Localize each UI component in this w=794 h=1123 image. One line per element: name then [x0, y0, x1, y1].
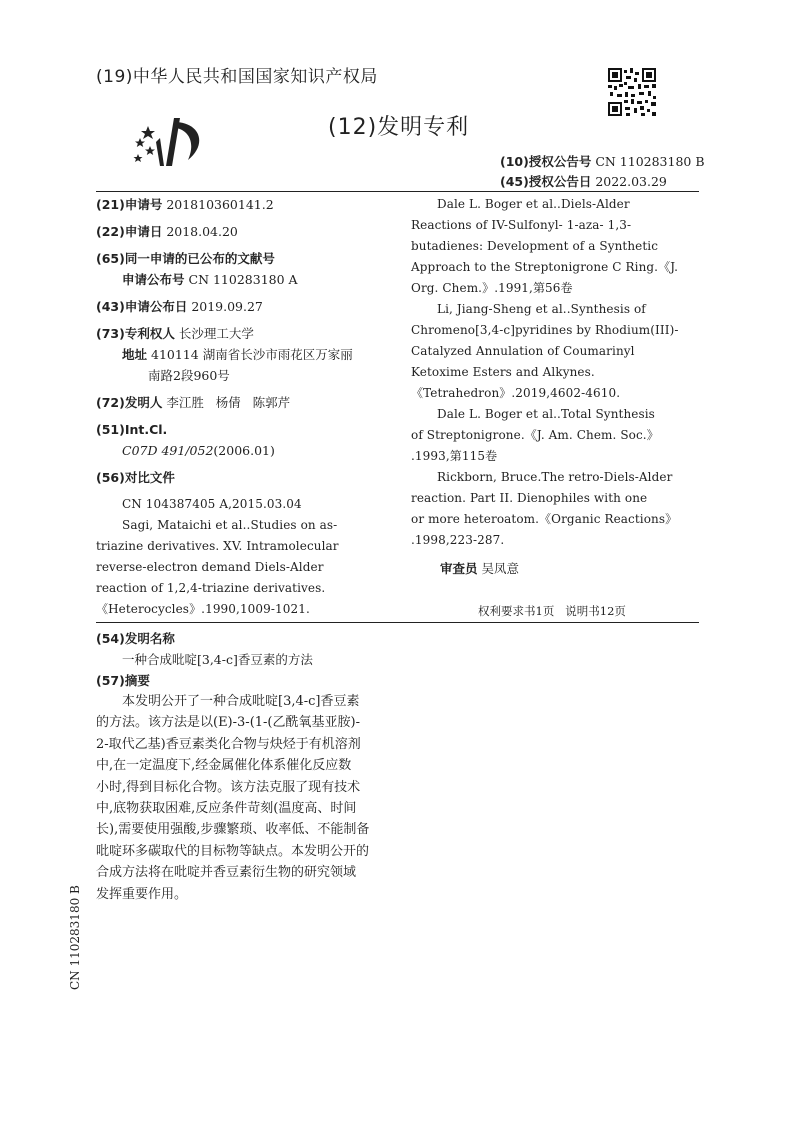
cited-line: CN 104387405 A,2015.03.04	[122, 497, 302, 511]
cited-line: 《Heterocycles》.1990,1009-1021.	[96, 602, 310, 616]
app-date-label: (22)申请日	[96, 224, 163, 239]
prior-pub-no: CN 110283180 A	[188, 272, 298, 287]
cited-line: Dale L. Boger et al..Total Synthesis	[437, 407, 655, 421]
cited-line: Ketoxime Esters and Alkynes.	[411, 365, 595, 379]
cited-line: reverse-electron demand Diels-Alder	[96, 560, 324, 574]
intcl-label: (51)Int.Cl.	[96, 422, 168, 437]
cnipa-logo	[130, 108, 206, 172]
cited-line: Org. Chem.》.1991,第56卷	[411, 281, 573, 295]
prior-pub-label: 申请公布号	[122, 272, 185, 287]
cited-left-list	[96, 494, 392, 620]
address-line-1: 410114 湖南省长沙市雨花区万家丽	[151, 347, 353, 362]
cited-line: reaction. Part II. Dienophiles with one	[411, 491, 648, 505]
qr-code	[608, 68, 656, 116]
office-name: (19)中华人民共和国国家知识产权局	[96, 67, 378, 87]
page-counts-text: 权利要求书1页 说明书12页	[478, 604, 626, 618]
abstract-line: 长),需要使用强酸,步骤繁琐、收率低、不能制备	[96, 822, 370, 838]
app-no-label: (21)申请号	[96, 197, 163, 212]
app-date: 2018.04.20	[166, 224, 238, 239]
grant-number-row	[500, 152, 705, 170]
grant-date-label: (45)授权公告日	[500, 174, 592, 189]
cited-line: triazine derivatives. XV. Intramolecular	[96, 539, 339, 553]
inventors-label: (72)发明人	[96, 395, 163, 410]
cited-line: Approach to the Streptonigrone C Ring.《J.	[411, 260, 679, 274]
abstract-label: (57)摘要	[96, 673, 150, 688]
grant-date-row	[500, 172, 667, 190]
address-line-2: 南路2段960号	[148, 368, 230, 383]
cited-line: of Streptonigrone.《J. Am. Chem. Soc.》	[411, 428, 659, 442]
grant-number-label: (10)授权公告号	[500, 154, 592, 169]
cited-line: Sagi, Mataichi et al..Studies on as-	[122, 518, 338, 532]
intcl-version: (2006.01)	[213, 443, 275, 458]
prior-pub-heading: (65)同一申请的已公布的文献号	[96, 251, 275, 266]
app-no: 201810360141.2	[166, 197, 274, 212]
page-counts	[478, 603, 626, 619]
abstract-line: 2-取代乙基)香豆素类化合物与炔烃于有机溶剂	[96, 736, 361, 752]
abstract-line: 发挥重要作用。	[96, 886, 188, 902]
examiner: 吴凤意	[481, 561, 520, 576]
grant-date: 2022.03.29	[595, 174, 667, 189]
abstract-line: 中,底物获取困难,反应条件苛刻(温度高、时间	[96, 801, 357, 817]
intcl-code: C07D 491/052	[122, 443, 214, 458]
cited-line: Rickborn, Bruce.The retro-Diels-Alder	[437, 470, 673, 484]
abstract-line: 的方法。该方法是以(E)-3-(1-(乙酰氧基亚胺)-	[96, 715, 360, 731]
cited-line: 《Tetrahedron》.2019,4602-4610.	[411, 386, 621, 400]
inventors: 李江胜 杨倩 陈郭芹	[166, 395, 291, 410]
header-divider	[96, 191, 699, 192]
grant-number: CN 110283180 B	[595, 154, 705, 169]
side-publication-number: CN 110283180 B	[68, 885, 82, 990]
abstract-line: 本发明公开了一种合成吡啶[3,4-c]香豆素	[122, 694, 360, 709]
cited-line: Chromeno[3,4-c]pyridines by Rhodium(III)-	[411, 323, 679, 337]
cited-line: Li, Jiang-Sheng et al..Synthesis of	[437, 302, 646, 316]
cited-line: Reactions of IV-Sulfonyl- 1-aza- 1,3-	[411, 218, 632, 232]
document-type: (12)发明专利	[328, 115, 470, 140]
bibliographic-fields	[96, 194, 386, 488]
abstract-line: 中,在一定温度下,经金属催化体系催化反应数	[96, 758, 352, 774]
assignee: 长沙理工大学	[178, 326, 254, 341]
cited-line: butadienes: Development of a Synthetic	[411, 239, 659, 253]
abstract-line: 吡啶环多碳取代的目标物等缺点。本发明公开的	[96, 843, 370, 859]
examiner-label: 审查员	[440, 561, 478, 576]
abstract-line: 小时,得到目标化合物。该方法克服了现有技术	[96, 779, 361, 795]
cited-line: or more heteroatom.《Organic Reactions》	[411, 512, 678, 526]
cited-line: .1998,223-287.	[411, 533, 505, 547]
pub-date-label: (43)申请公布日	[96, 299, 188, 314]
cited-docs-label: (56)对比文件	[96, 470, 175, 485]
title-label: (54)发明名称	[96, 631, 175, 646]
cited-line: reaction of 1,2,4-triazine derivatives.	[96, 581, 326, 595]
title-section	[96, 628, 313, 691]
pub-date: 2019.09.27	[191, 299, 263, 314]
abstract-line: 合成方法将在吡啶并香豆素衍生物的研究领域	[96, 865, 357, 881]
invention-title: 一种合成吡啶[3,4-c]香豆素的方法	[122, 652, 313, 667]
cited-line: Catalyzed Annulation of Coumarinyl	[411, 344, 635, 358]
cited-line: Dale L. Boger et al..Diels-Alder	[437, 197, 630, 211]
abstract-text	[96, 691, 386, 905]
cited-right-list	[411, 194, 701, 551]
assignee-label: (73)专利权人	[96, 326, 175, 341]
address-label: 地址	[122, 347, 148, 362]
examiner-row	[440, 558, 519, 579]
mid-divider	[96, 622, 699, 623]
cited-line: .1993,第115卷	[411, 449, 498, 463]
